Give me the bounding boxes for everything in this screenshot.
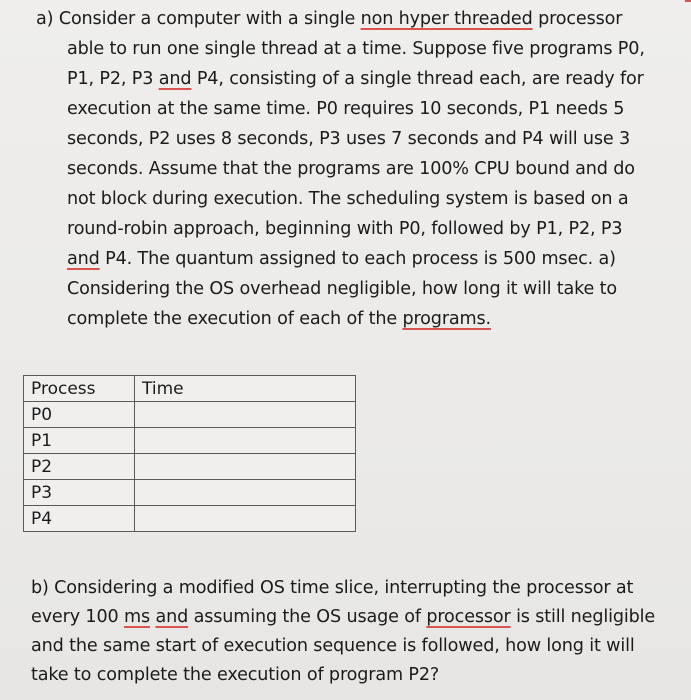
spellcheck-and-3: and xyxy=(155,607,189,627)
spellcheck-and-1: and xyxy=(158,69,192,89)
corner-mark xyxy=(685,0,691,2)
table-header-row xyxy=(24,376,356,402)
cell-time[interactable] xyxy=(135,454,356,480)
question-a xyxy=(36,4,666,334)
cell-time[interactable] xyxy=(135,428,356,454)
question-a-line-2: able to run one single thread at a time. Suppose five programs P0, xyxy=(67,39,645,59)
question-a-line-3: P1, P2, P3 and P4, consisting of a single thread each, are ready for xyxy=(67,69,644,89)
cell-time[interactable] xyxy=(135,402,356,428)
cell-time[interactable] xyxy=(135,506,356,532)
cell-process: P3 xyxy=(24,480,135,506)
question-b-line-4: take to complete the execution of program P2? xyxy=(31,665,440,685)
table-row xyxy=(24,480,356,506)
header-time: Time xyxy=(135,376,356,402)
question-a-label: a) xyxy=(36,9,54,29)
question-b-line-3: and the same start of execution sequence is followed, how long it will xyxy=(31,636,635,656)
spellcheck-non-hyper-threaded: non hyper threaded xyxy=(360,9,533,29)
process-time-table xyxy=(23,375,356,532)
spellcheck-programs: programs. xyxy=(402,309,491,329)
spellcheck-and-2: and xyxy=(67,249,100,269)
question-a-line-8: round-robin approach, beginning with P0, followed by P1, P2, P3 xyxy=(67,219,623,239)
question-b-line-1: b) Considering a modified OS time slice, interrupting the processor at xyxy=(31,578,634,598)
table-row xyxy=(24,506,356,532)
table-row xyxy=(24,402,356,428)
cell-process: P0 xyxy=(24,402,135,428)
cell-process: P2 xyxy=(24,454,135,480)
spellcheck-processor: processor xyxy=(426,607,511,627)
question-a-line-5: seconds, P2 uses 8 seconds, P3 uses 7 seconds and P4 will use 3 xyxy=(67,129,631,149)
table-row xyxy=(24,454,356,480)
question-a-line-6: seconds. Assume that the programs are 100% CPU bound and do xyxy=(67,159,635,179)
question-b xyxy=(31,574,661,690)
question-a-line-10: Considering the OS overhead negligible, how long it will take to xyxy=(67,279,618,299)
question-a-line-7: not block during execution. The scheduling system is based on a xyxy=(67,189,629,209)
question-a-line-1: a) Consider a computer with a single non hyper threaded processor xyxy=(36,9,623,29)
table-row xyxy=(24,428,356,454)
cell-process: P4 xyxy=(24,506,135,532)
cell-time[interactable] xyxy=(135,480,356,506)
spellcheck-ms: ms xyxy=(123,607,150,627)
question-a-line-4: execution at the same time. P0 requires 10 seconds, P1 needs 5 xyxy=(67,99,625,119)
cell-process: P1 xyxy=(24,428,135,454)
header-process: Process xyxy=(24,376,135,402)
question-b-line-2: every 100 ms and assuming the OS usage of processor is still negligible xyxy=(31,607,656,627)
question-a-line-11: complete the execution of each of the programs. xyxy=(67,309,491,329)
question-a-line-9: and P4. The quantum assigned to each process is 500 msec. a) xyxy=(67,249,616,269)
